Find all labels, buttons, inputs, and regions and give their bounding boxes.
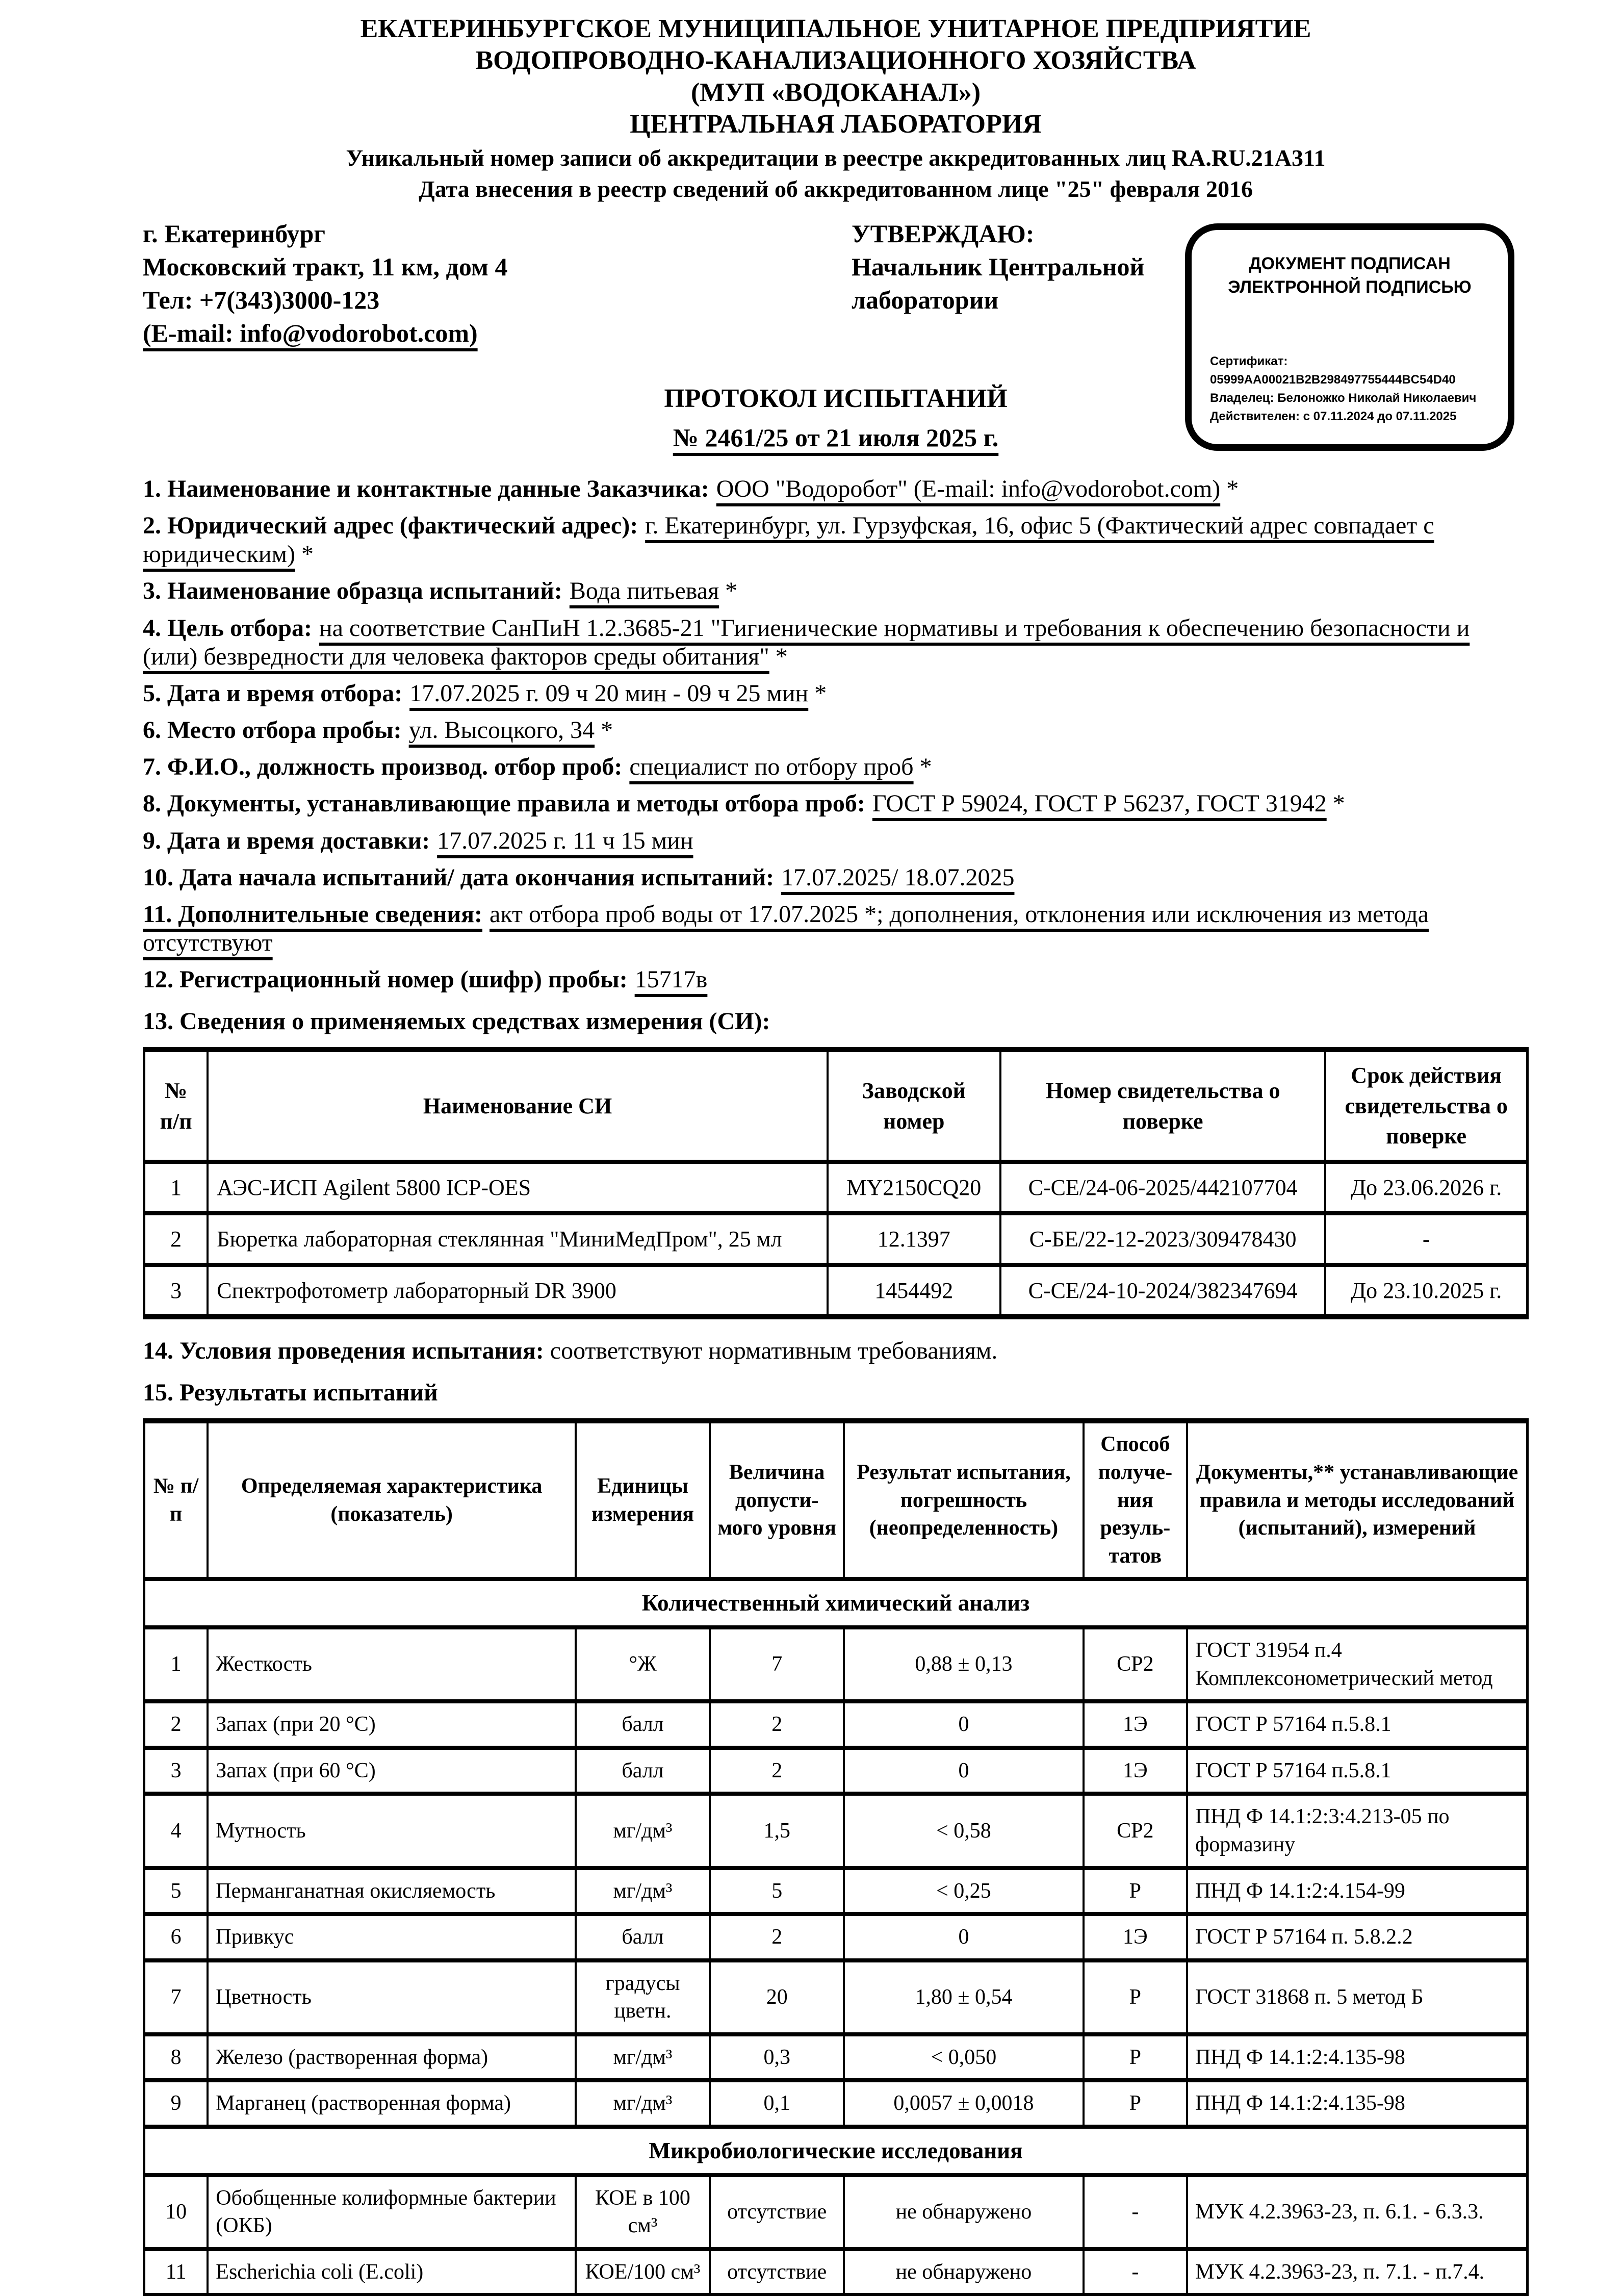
column-header: Наименование СИ bbox=[208, 1050, 827, 1161]
si-cell-number: 3 bbox=[144, 1265, 208, 1317]
conditions-label: 14. Условия проведения испытания: bbox=[143, 1337, 544, 1365]
item-label: 12. Регистрационный номер (шифр) пробы: bbox=[143, 966, 628, 993]
si-cell-serial: MY2150CQ20 bbox=[828, 1162, 1000, 1213]
result-cell-limit: 1,5 bbox=[710, 1794, 844, 1868]
result-cell-number: 6 bbox=[144, 1914, 208, 1960]
document-title: ПРОТОКОЛ ИСПЫТАНИЙ bbox=[664, 384, 1008, 413]
protocol-item bbox=[143, 716, 1529, 745]
si-table-row bbox=[144, 1265, 1528, 1317]
si-cell-name: АЭС-ИСП Agilent 5800 ICP-OES bbox=[208, 1162, 827, 1213]
item-value: ул. Высоцкого, 34 bbox=[408, 717, 595, 744]
result-cell-limit: отсутствие bbox=[710, 2175, 844, 2249]
item-label: 8. Документы, устанавливающие правила и методы отбора проб: bbox=[143, 790, 865, 818]
si-cell-certificate: С-БЕ/22-12-2023/309478430 bbox=[1000, 1213, 1326, 1265]
si-section-heading: 13. Сведения о применяемых средствах измерения (СИ): bbox=[143, 1008, 770, 1035]
result-cell-number: 9 bbox=[144, 2080, 208, 2127]
result-cell-characteristic: Цветность bbox=[208, 1960, 576, 2034]
result-cell-result: 0 bbox=[844, 1914, 1083, 1960]
stamp-owner: Владелец: Белоножко Николай Николаевич bbox=[1210, 391, 1477, 405]
results-table-row bbox=[144, 1914, 1528, 1960]
contact-email: (E-mail: info@vodorobot.com) bbox=[143, 318, 478, 347]
results-table-header-row bbox=[144, 1421, 1528, 1579]
item-value: 17.07.2025 г. 11 ч 15 мин bbox=[437, 827, 693, 854]
item-label: 2. Юридический адрес (фактический адрес): bbox=[143, 512, 638, 540]
result-cell-unit: °Ж bbox=[576, 1627, 710, 1701]
result-cell-characteristic: Запах (при 60 °С) bbox=[208, 1748, 576, 1794]
result-cell-characteristic: Жесткость bbox=[208, 1627, 576, 1701]
results-table-row bbox=[144, 2080, 1528, 2127]
result-cell-documents: МУК 4.2.3963-23, п. 7.1. - п.7.4. bbox=[1187, 2249, 1527, 2296]
results-table-row bbox=[144, 1868, 1528, 1915]
result-cell-result: 1,80 ± 0,54 bbox=[844, 1960, 1083, 2034]
result-cell-unit: мг/дм³ bbox=[576, 1868, 710, 1915]
result-cell-result: < 0,050 bbox=[844, 2034, 1083, 2081]
result-cell-limit: 20 bbox=[710, 1960, 844, 2034]
si-cell-serial: 12.1397 bbox=[828, 1213, 1000, 1265]
results-table-row bbox=[144, 1748, 1528, 1794]
column-header: Результат испытания, погрешность (неопределенность) bbox=[844, 1421, 1083, 1579]
results-table-row bbox=[144, 2249, 1528, 2296]
result-cell-unit: мг/дм³ bbox=[576, 2080, 710, 2127]
item-label: 4. Цель отбора: bbox=[143, 614, 312, 642]
result-cell-documents: ГОСТ 31868 п. 5 метод Б bbox=[1187, 1960, 1527, 2034]
column-header: Единицы измерения bbox=[576, 1421, 710, 1579]
column-header: Номер свидетельства о поверке bbox=[1000, 1050, 1326, 1161]
org-name-line-1: ЕКАТЕРИНБУРГСКОЕ МУНИЦИПАЛЬНОЕ УНИТАРНОЕ ПРЕДПРИЯТИЕ bbox=[360, 14, 1311, 43]
result-cell-documents: МУК 4.2.3963-23, п. 6.1. - 6.3.3. bbox=[1187, 2175, 1527, 2249]
item-label: 3. Наименование образца испытаний: bbox=[143, 577, 562, 605]
conditions-value: соответствуют нормативным требованиям. bbox=[544, 1337, 998, 1365]
result-cell-limit: 0,3 bbox=[710, 2034, 844, 2081]
result-cell-result: 0,0057 ± 0,0018 bbox=[844, 2080, 1083, 2127]
result-cell-unit: балл bbox=[576, 1914, 710, 1960]
result-cell-documents: ГОСТ Р 57164 п.5.8.1 bbox=[1187, 1748, 1527, 1794]
si-cell-validity: До 23.10.2025 г. bbox=[1325, 1265, 1527, 1317]
results-band-title: Количественный химический анализ bbox=[144, 1579, 1528, 1627]
result-cell-limit: 5 bbox=[710, 1868, 844, 1915]
result-cell-unit: КОЕ в 100 см³ bbox=[576, 2175, 710, 2249]
result-cell-method: - bbox=[1084, 2175, 1187, 2249]
si-cell-name: Бюретка лабораторная стеклянная "МиниМедПром", 25 мл bbox=[208, 1213, 827, 1265]
conditions-line bbox=[143, 1337, 1529, 1365]
result-cell-number: 11 bbox=[144, 2249, 208, 2296]
result-cell-characteristic: Мутность bbox=[208, 1794, 576, 1868]
result-cell-documents: ПНД Ф 14.1:2:3:4.213-05 по формазину bbox=[1187, 1794, 1527, 1868]
result-cell-characteristic: Обобщенные колиформные бактерии (ОКБ) bbox=[208, 2175, 576, 2249]
item-label: 11. Дополнительные сведения: bbox=[143, 900, 483, 928]
item-value: 17.07.2025/ 18.07.2025 bbox=[781, 863, 1015, 891]
protocol-item bbox=[143, 789, 1529, 818]
result-cell-method: Р bbox=[1084, 1868, 1187, 1915]
result-cell-characteristic: Марганец (растворенная форма) bbox=[208, 2080, 576, 2127]
results-section-heading: 15. Результаты испытаний bbox=[143, 1379, 438, 1407]
item-asterisk: * bbox=[295, 541, 314, 568]
si-cell-certificate: С-СЕ/24-06-2025/442107704 bbox=[1000, 1162, 1326, 1213]
protocol-item bbox=[143, 965, 1529, 994]
result-cell-method: - bbox=[1084, 2249, 1187, 2296]
item-asterisk: * bbox=[1326, 790, 1345, 818]
result-cell-number: 7 bbox=[144, 1960, 208, 2034]
column-header: Заводской номер bbox=[828, 1050, 1000, 1161]
result-cell-result: < 0,25 bbox=[844, 1868, 1083, 1915]
item-value: ГОСТ Р 59024, ГОСТ Р 56237, ГОСТ 31942 bbox=[872, 790, 1327, 818]
result-cell-unit: балл bbox=[576, 1701, 710, 1748]
results-table-row bbox=[144, 2034, 1528, 2081]
org-name-line-4: ЦЕНТРАЛЬНАЯ ЛАБОРАТОРИЯ bbox=[630, 110, 1042, 139]
numbered-items-list bbox=[143, 475, 1529, 994]
si-cell-serial: 1454492 bbox=[828, 1265, 1000, 1317]
approval-position-line-1: Начальник Центральной bbox=[852, 252, 1145, 281]
approval-position-line-2: лаборатории bbox=[852, 285, 999, 314]
result-cell-documents: ГОСТ 31954 п.4 Комплексонометрический метод bbox=[1187, 1627, 1527, 1701]
stamp-validity: Действителен: с 07.11.2024 до 07.11.2025 bbox=[1210, 409, 1457, 423]
column-header: Срок действия свидетельства о поверке bbox=[1325, 1050, 1527, 1161]
approval-block bbox=[852, 217, 1144, 317]
result-cell-method: 1Э bbox=[1084, 1914, 1187, 1960]
results-table-row bbox=[144, 2175, 1528, 2249]
item-value: на соответствие СанПиН 1.2.3685-21 "Гигиенические нормативы и требования к обеспечению безопасности и (или) безвредности для человека факторов среды обитания" bbox=[143, 614, 1470, 670]
result-cell-documents: ГОСТ Р 57164 п. 5.8.2.2 bbox=[1187, 1914, 1527, 1960]
results-band-row bbox=[144, 1579, 1528, 1627]
approval-line: УТВЕРЖДАЮ: bbox=[852, 219, 1035, 248]
item-value: Вода питьевая bbox=[569, 577, 719, 605]
result-cell-result: 0 bbox=[844, 1701, 1083, 1748]
result-cell-limit: 2 bbox=[710, 1748, 844, 1794]
protocol-item bbox=[143, 827, 1529, 855]
org-header bbox=[143, 13, 1529, 203]
si-table bbox=[143, 1047, 1529, 1319]
protocol-item bbox=[143, 614, 1529, 671]
stamp-certificate: Сертификат: 05999AA00021B2B298497755444BC54D40 bbox=[1210, 354, 1456, 387]
stamp-title-line-2: ЭЛЕКТРОННОЙ ПОДПИСЬЮ bbox=[1228, 277, 1472, 297]
item-label: 10. Дата начала испытаний/ дата окончания испытаний: bbox=[143, 863, 775, 891]
result-cell-number: 5 bbox=[144, 1868, 208, 1915]
results-table-row bbox=[144, 1794, 1528, 1868]
result-cell-characteristic: Перманганатная окисляемость bbox=[208, 1868, 576, 1915]
result-cell-unit: КОЕ/100 см³ bbox=[576, 2249, 710, 2296]
result-cell-result: < 0,58 bbox=[844, 1794, 1083, 1868]
result-cell-method: СР2 bbox=[1084, 1627, 1187, 1701]
protocol-item bbox=[143, 900, 1529, 957]
column-header: № п/п bbox=[144, 1421, 208, 1579]
digital-signature-stamp bbox=[1185, 223, 1514, 451]
accreditation-number-line: Уникальный номер записи об аккредитации в реестре аккредитованных лиц RA.RU.21А311 bbox=[346, 144, 1326, 171]
result-cell-method: Р bbox=[1084, 2034, 1187, 2081]
protocol-item bbox=[143, 475, 1529, 503]
protocol-item bbox=[143, 863, 1529, 892]
results-table-row bbox=[144, 1627, 1528, 1701]
result-cell-result: 0,88 ± 0,13 bbox=[844, 1627, 1083, 1701]
item-label: 6. Место отбора пробы: bbox=[143, 717, 402, 744]
registry-date-line: Дата внесения в реестр сведений об аккредитованном лице "25" февраля 2016 bbox=[419, 175, 1253, 202]
contact-address: Московский тракт, 11 км, дом 4 bbox=[143, 252, 508, 281]
result-cell-number: 2 bbox=[144, 1701, 208, 1748]
item-label: 7. Ф.И.О., должность производ. отбор проб: bbox=[143, 753, 623, 781]
item-label: 9. Дата и время доставки: bbox=[143, 827, 430, 854]
contact-city: г. Екатеринбург bbox=[143, 219, 325, 248]
result-cell-limit: 0,1 bbox=[710, 2080, 844, 2127]
results-table-row bbox=[144, 1701, 1528, 1748]
result-cell-documents: ГОСТ Р 57164 п.5.8.1 bbox=[1187, 1701, 1527, 1748]
result-cell-number: 4 bbox=[144, 1794, 208, 1868]
si-table-row bbox=[144, 1213, 1528, 1265]
org-name-line-2: ВОДОПРОВОДНО-КАНАЛИЗАЦИОННОГО ХОЗЯЙСТВА bbox=[475, 46, 1196, 75]
si-cell-validity: - bbox=[1325, 1213, 1527, 1265]
result-cell-number: 1 bbox=[144, 1627, 208, 1701]
item-value: г. Екатеринбург, ул. Гурзуфская, 16, офис 5 (Фактический адрес совпадает с юридическим) bbox=[143, 512, 1434, 568]
result-cell-documents: ПНД Ф 14.1:2:4.154-99 bbox=[1187, 1868, 1527, 1915]
column-header: Определяемая характеристика (показатель) bbox=[208, 1421, 576, 1579]
results-table-row bbox=[144, 1960, 1528, 2034]
results-band-row bbox=[144, 2127, 1528, 2175]
item-value: 17.07.2025 г. 09 ч 20 мин - 09 ч 25 мин bbox=[409, 679, 809, 707]
protocol-item bbox=[143, 753, 1529, 781]
result-cell-limit: 7 bbox=[710, 1627, 844, 1701]
column-header: Документы,** устанавливающие правила и методы исследований (испытаний), измерений bbox=[1187, 1421, 1527, 1579]
result-cell-number: 3 bbox=[144, 1748, 208, 1794]
result-cell-unit: мг/дм³ bbox=[576, 1794, 710, 1868]
protocol-item bbox=[143, 577, 1529, 605]
item-value: 15717в bbox=[634, 966, 708, 993]
result-cell-unit: градусы цветн. bbox=[576, 1960, 710, 2034]
result-cell-limit: 2 bbox=[710, 1701, 844, 1748]
si-cell-name: Спектрофотометр лабораторный DR 3900 bbox=[208, 1265, 827, 1317]
result-cell-characteristic: Escherichia coli (E.coli) bbox=[208, 2249, 576, 2296]
item-value: акт отбора проб воды от 17.07.2025 *; дополнения, отклонения или исключения из метода отсутствуют bbox=[143, 900, 1429, 956]
item-value: ООО "Водоробот" (E-mail: info@vodorobot.com) bbox=[716, 475, 1221, 502]
result-cell-result: не обнаружено bbox=[844, 2249, 1083, 2296]
result-cell-characteristic: Железо (растворенная форма) bbox=[208, 2034, 576, 2081]
result-cell-method: СР2 bbox=[1084, 1794, 1187, 1868]
result-cell-result: 0 bbox=[844, 1748, 1083, 1794]
document-number-text: № 2461/25 от 21 июля 2025 г. bbox=[673, 423, 999, 452]
si-cell-certificate: С-СЕ/24-10-2024/382347694 bbox=[1000, 1265, 1326, 1317]
item-asterisk: * bbox=[719, 577, 738, 605]
result-cell-unit: мг/дм³ bbox=[576, 2034, 710, 2081]
item-asterisk: * bbox=[1220, 475, 1239, 502]
item-label: 5. Дата и время отбора: bbox=[143, 679, 403, 707]
protocol-item bbox=[143, 679, 1529, 708]
result-cell-characteristic: Запах (при 20 °С) bbox=[208, 1701, 576, 1748]
item-asterisk: * bbox=[769, 643, 788, 670]
result-cell-limit: 2 bbox=[710, 1914, 844, 1960]
si-table-header-row bbox=[144, 1050, 1528, 1161]
result-cell-limit: отсутствие bbox=[710, 2249, 844, 2296]
result-cell-characteristic: Привкус bbox=[208, 1914, 576, 1960]
results-band-title: Микробиологические исследования bbox=[144, 2127, 1528, 2175]
item-label: 1. Наименование и контактные данные Заказчика: bbox=[143, 475, 709, 502]
result-cell-result: не обнаружено bbox=[844, 2175, 1083, 2249]
item-asterisk: * bbox=[595, 717, 613, 744]
stamp-title bbox=[1210, 252, 1489, 299]
column-header: № п/п bbox=[144, 1050, 208, 1161]
stamp-title-line-1: ДОКУМЕНТ ПОДПИСАН bbox=[1249, 253, 1451, 273]
result-cell-documents: ПНД Ф 14.1:2:4.135-98 bbox=[1187, 2080, 1527, 2127]
laboratory-contacts-block bbox=[143, 217, 507, 350]
si-cell-validity: До 23.06.2026 г. bbox=[1325, 1162, 1527, 1213]
result-cell-method: 1Э bbox=[1084, 1748, 1187, 1794]
item-value: специалист по отбору проб bbox=[629, 753, 914, 781]
result-cell-method: Р bbox=[1084, 2080, 1187, 2127]
result-cell-method: 1Э bbox=[1084, 1701, 1187, 1748]
org-name-line-3: (МУП «ВОДОКАНАЛ») bbox=[690, 78, 981, 107]
results-table bbox=[143, 1418, 1529, 2296]
contact-phone: Тел: +7(343)3000-123 bbox=[143, 285, 380, 314]
result-cell-number: 8 bbox=[144, 2034, 208, 2081]
result-cell-number: 10 bbox=[144, 2175, 208, 2249]
item-asterisk: * bbox=[913, 753, 932, 781]
si-table-row bbox=[144, 1162, 1528, 1213]
item-asterisk: * bbox=[808, 679, 827, 707]
result-cell-unit: балл bbox=[576, 1748, 710, 1794]
column-header: Величина допусти-мого уровня bbox=[710, 1421, 844, 1579]
protocol-item bbox=[143, 512, 1529, 569]
result-cell-documents: ПНД Ф 14.1:2:4.135-98 bbox=[1187, 2034, 1527, 2081]
si-cell-number: 1 bbox=[144, 1162, 208, 1213]
column-header: Способ получе-ния резуль-татов bbox=[1084, 1421, 1187, 1579]
stamp-details bbox=[1210, 352, 1489, 426]
si-cell-number: 2 bbox=[144, 1213, 208, 1265]
result-cell-method: Р bbox=[1084, 1960, 1187, 2034]
